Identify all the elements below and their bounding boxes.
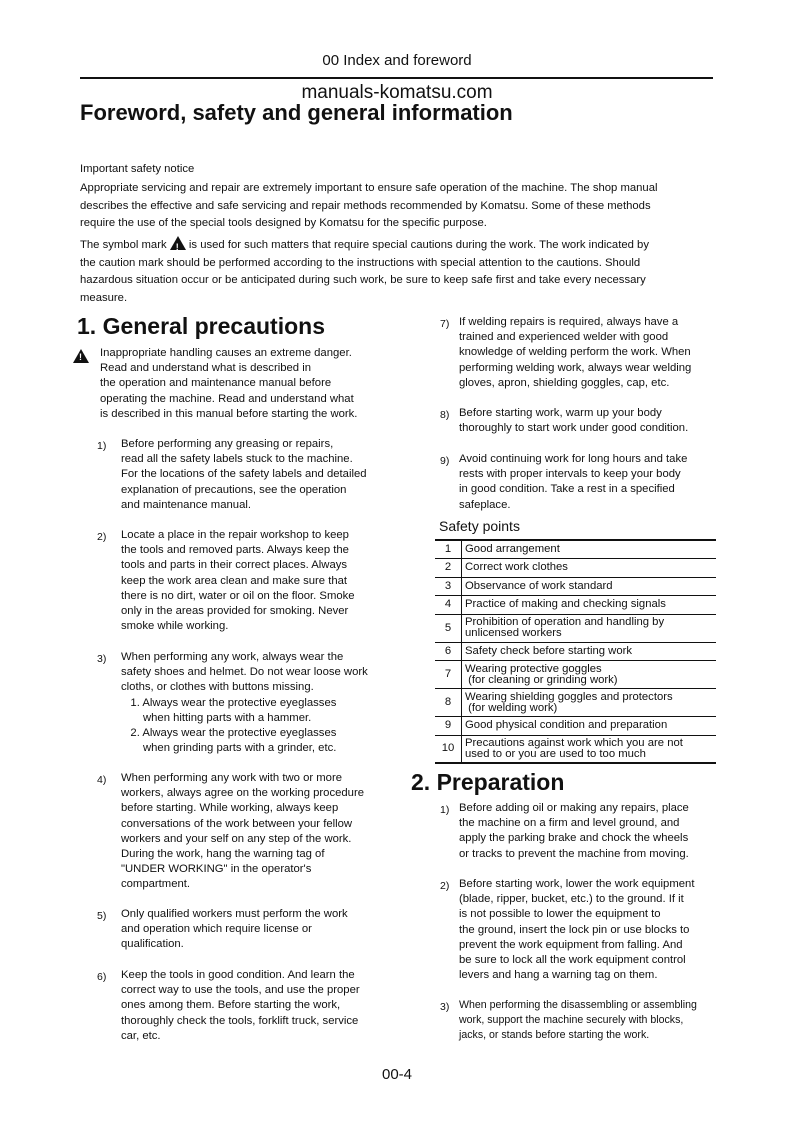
text-line: Good physical condition and preparation xyxy=(465,719,668,732)
item-text xyxy=(121,771,364,893)
safety-point-text xyxy=(462,717,717,736)
safety-points-table xyxy=(435,539,716,764)
text-line: Practice of making and checking signals xyxy=(465,598,666,611)
item-text xyxy=(121,650,368,756)
text-line: when grinding parts with a grinder, etc. xyxy=(121,742,337,755)
safety-point-row xyxy=(435,661,716,689)
text-line: in good condition. Take a rest in a specified xyxy=(459,483,675,496)
intro-line: the caution mark should be performed according to the instructions with special attention to the cautions. Should xyxy=(80,256,641,269)
precaution-item xyxy=(440,315,691,391)
text-line: 1. Always wear the protective eyeglasses xyxy=(121,696,337,709)
intro-heading: Important safety notice xyxy=(80,163,195,175)
text-line: When performing the disassembling or assembling xyxy=(459,999,697,1011)
page-number: 00-4 xyxy=(381,1066,413,1083)
safety-point-text xyxy=(462,540,717,559)
item-text xyxy=(121,968,360,1044)
safety-point-text xyxy=(462,559,717,578)
text-line: is described in this manual before starting the work. xyxy=(100,407,358,420)
text-line: conversations of the work between your fellow xyxy=(121,817,353,830)
text-line: Correct work clothes xyxy=(465,561,568,574)
text-line: Read and understand what is described in xyxy=(100,362,312,375)
text-line: rests with proper intervals to keep your body xyxy=(459,468,681,481)
text-line: Keep the tools in good condition. And learn the xyxy=(121,969,355,981)
warning-triangle-icon xyxy=(170,236,186,250)
preparation-item xyxy=(440,801,689,862)
text-line: operating the machine. Read and understand what xyxy=(100,392,354,405)
text-line: smoke while working. xyxy=(121,620,229,633)
intro-line: hazardous situation occur or be anticipated during such work, be sure to keep safe first and take every necessary xyxy=(80,274,646,286)
safety-point-text xyxy=(462,577,717,596)
text-line: Before starting work, warm up your body xyxy=(459,407,662,419)
text-line: Precautions against work which you are not xyxy=(465,736,683,749)
text-line: Avoid continuing work for long hours and take xyxy=(459,453,688,465)
text-line: jacks, or stands before starting the work. xyxy=(459,1029,650,1042)
text-line: (blade, ripper, bucket, etc.) to the ground. If it xyxy=(459,893,684,906)
safety-point-text xyxy=(462,642,717,661)
text-line: When performing any work, always wear the xyxy=(121,651,344,663)
item-number: 3) xyxy=(440,1001,450,1013)
text-line: qualification. xyxy=(121,938,184,951)
text-line: correct way to use the tools, and use the proper xyxy=(121,984,360,997)
item-number: 8) xyxy=(440,409,450,421)
text-line: Inappropriate handling causes an extreme danger. xyxy=(100,347,352,359)
text-line: Observance of work standard xyxy=(465,579,613,592)
text-line: used to or you are used to too much xyxy=(465,747,646,760)
text-line: knowledge of welding perform the work. When xyxy=(459,346,691,359)
safety-point-row xyxy=(435,717,716,736)
item-number: 2) xyxy=(97,531,107,543)
text-line: gloves, apron, shielding goggles, cap, etc. xyxy=(459,376,670,389)
item-number: 2) xyxy=(440,880,450,892)
text-line: tools and parts in their correct places. Always xyxy=(121,559,348,572)
item-text xyxy=(121,528,355,634)
preparation-item xyxy=(440,877,694,983)
text-line: or tracks to prevent the machine from moving. xyxy=(459,847,689,860)
text-line: work, support the machine securely with blocks, xyxy=(459,1014,684,1027)
safety-point-text xyxy=(462,735,717,763)
item-text xyxy=(459,877,694,983)
text-line: workers, always agree on the working procedure xyxy=(121,787,365,800)
item-text xyxy=(459,801,689,862)
item-number: 9) xyxy=(440,455,450,467)
intro-paragraph-2 xyxy=(80,236,720,307)
text-line: Before starting work, lower the work equipment xyxy=(459,878,695,890)
text-line: explanation of precautions, see the operation xyxy=(121,483,347,496)
safety-point-row xyxy=(435,689,716,717)
text-line: Before performing any greasing or repairs, xyxy=(121,438,334,450)
text-line: the ground, insert the lock pin or use blocks to xyxy=(459,923,690,936)
safety-point-number: 8 xyxy=(435,689,462,717)
preparation-heading: 2. Preparation xyxy=(411,769,565,795)
precaution-item xyxy=(97,528,355,634)
text-line: unlicensed workers xyxy=(465,627,562,639)
safety-point-number: 10 xyxy=(435,735,462,763)
precaution-item xyxy=(97,968,360,1044)
text-line: thoroughly to start work under good condition. xyxy=(459,422,689,435)
text-line: For the locations of the safety labels and detailed xyxy=(121,468,367,481)
text-line: thoroughly check the tools, forklift truck, service xyxy=(121,1014,359,1027)
safety-point-text xyxy=(462,596,717,615)
item-text xyxy=(459,315,691,391)
text-line: only in the areas provided for smoking. Never xyxy=(121,605,349,618)
text-line: (for cleaning or grinding work) xyxy=(465,673,618,686)
page-title: Foreword, safety and general information xyxy=(80,100,513,125)
symbol-mark-label: The symbol mark xyxy=(80,239,167,251)
intro-line: measure. xyxy=(80,291,128,304)
item-number: 1) xyxy=(97,440,107,452)
text-line: prevent the work equipment from falling. And xyxy=(459,938,683,951)
precaution-item xyxy=(97,771,364,893)
text-line: before starting. While working, always keep xyxy=(121,802,339,815)
safety-point-number: 3 xyxy=(435,577,462,596)
text-line: read all the safety labels stuck to the machine. xyxy=(121,453,353,466)
text-line: cloths, or clothes with buttons missing. xyxy=(121,681,314,694)
text-line: the tools and removed parts. Always keep the xyxy=(121,544,349,557)
text-line: require the use of the special tools designed by Komatsu for the specific purpose. xyxy=(80,217,487,229)
precaution-item xyxy=(440,452,687,513)
text-line: ones among them. Before starting the work, xyxy=(121,999,341,1012)
item-text xyxy=(121,437,367,513)
text-line: When performing any work with two or more xyxy=(121,772,342,784)
text-line: 2. Always wear the protective eyeglasses xyxy=(121,727,337,740)
text-line: safety shoes and helmet. Do not wear loose work xyxy=(121,666,368,679)
text-line: trained and experienced welder with good xyxy=(459,331,669,344)
item-number: 4) xyxy=(97,774,107,786)
intro-line: is used for such matters that require special cautions during the work. The work indicated by xyxy=(185,239,649,251)
safety-point-row xyxy=(435,735,716,763)
precaution-item xyxy=(97,907,348,953)
safety-point-text xyxy=(462,614,717,642)
text-line: Wearing protective goggles xyxy=(465,662,602,675)
section-header: 00 Index and foreword xyxy=(322,52,472,69)
text-line: If welding repairs is required, always have a xyxy=(459,316,679,328)
text-line: Before adding oil or making any repairs, place xyxy=(459,802,689,814)
text-line: be sure to lock all the work equipment control xyxy=(459,954,686,967)
text-line: safeplace. xyxy=(459,498,511,511)
preparation-item xyxy=(440,998,697,1044)
safety-point-row xyxy=(435,577,716,596)
text-line: During the work, hang the warning tag of xyxy=(121,848,325,861)
text-line: apply the parking brake and chock the wheels xyxy=(459,832,689,845)
item-number: 5) xyxy=(97,910,107,922)
text-line: Good arrangement xyxy=(465,543,560,555)
text-line: the operation and maintenance manual before xyxy=(100,377,332,390)
text-line: performing welding work, always wear welding xyxy=(459,361,692,374)
safety-point-number: 4 xyxy=(435,596,462,615)
safety-point-number: 9 xyxy=(435,717,462,736)
text-line: describes the effective and safe servicing and repair methods recommended by Komatsu. Some of these methods xyxy=(80,199,651,212)
text-line: compartment. xyxy=(121,878,191,891)
item-number: 1) xyxy=(440,804,450,816)
item-number: 3) xyxy=(97,653,107,665)
text-line: Wearing shielding goggles and protectors xyxy=(465,690,673,703)
general-warning xyxy=(100,346,357,422)
item-number: 6) xyxy=(97,971,107,983)
text-line: Only qualified workers must perform the work xyxy=(121,908,348,920)
text-line: Safety check before starting work xyxy=(465,644,633,657)
text-line: workers and your self on any step of the work. xyxy=(121,832,352,845)
text-line: the machine on a firm and level ground, and xyxy=(459,817,680,830)
safety-point-row xyxy=(435,642,716,661)
text-line: and operation which require license or xyxy=(121,923,312,936)
safety-point-number: 5 xyxy=(435,614,462,642)
safety-point-number: 1 xyxy=(435,540,462,559)
text-line: keep the work area clean and make sure that xyxy=(121,574,348,587)
safety-point-row xyxy=(435,559,716,578)
item-text xyxy=(459,406,688,436)
safety-point-number: 2 xyxy=(435,559,462,578)
text-line: when hitting parts with a hammer. xyxy=(121,711,312,724)
text-line: and maintenance manual. xyxy=(121,498,252,511)
safety-point-row xyxy=(435,540,716,559)
safety-point-text xyxy=(462,661,717,689)
text-line: there is no dirt, water or oil on the floor. Smoke xyxy=(121,589,355,602)
safety-point-row xyxy=(435,614,716,642)
safety-point-number: 7 xyxy=(435,661,462,689)
precaution-item xyxy=(440,406,688,436)
warning-triangle-icon xyxy=(73,349,89,363)
text-line: Prohibition of operation and handling by xyxy=(465,616,665,628)
general-precautions-heading: 1. General precautions xyxy=(77,313,325,339)
precaution-item xyxy=(97,650,368,756)
text-line: is not possible to lower the equipment to xyxy=(459,908,661,921)
item-number: 7) xyxy=(440,318,450,330)
text-line: Locate a place in the repair workshop to keep xyxy=(121,529,349,541)
header-rule xyxy=(80,77,713,79)
text-line: (for welding work) xyxy=(465,701,558,714)
safety-point-row xyxy=(435,596,716,615)
item-text xyxy=(459,998,697,1044)
safety-point-text xyxy=(462,689,717,717)
text-line: levers and hang a warning tag on them. xyxy=(459,969,658,982)
precaution-item xyxy=(97,437,367,513)
text-line: Appropriate servicing and repair are extremely important to ensure safe operation of the machine. The shop manual xyxy=(80,182,658,194)
safety-point-number: 6 xyxy=(435,642,462,661)
watermark-text: manuals-komatsu.com xyxy=(301,82,493,103)
text-line: car, etc. xyxy=(121,1029,161,1042)
intro-paragraph-1 xyxy=(80,180,720,233)
safety-points-heading: Safety points xyxy=(439,518,520,534)
item-text xyxy=(459,452,687,513)
item-text xyxy=(121,907,348,953)
text-line: "UNDER WORKING" in the operator's xyxy=(121,863,312,876)
